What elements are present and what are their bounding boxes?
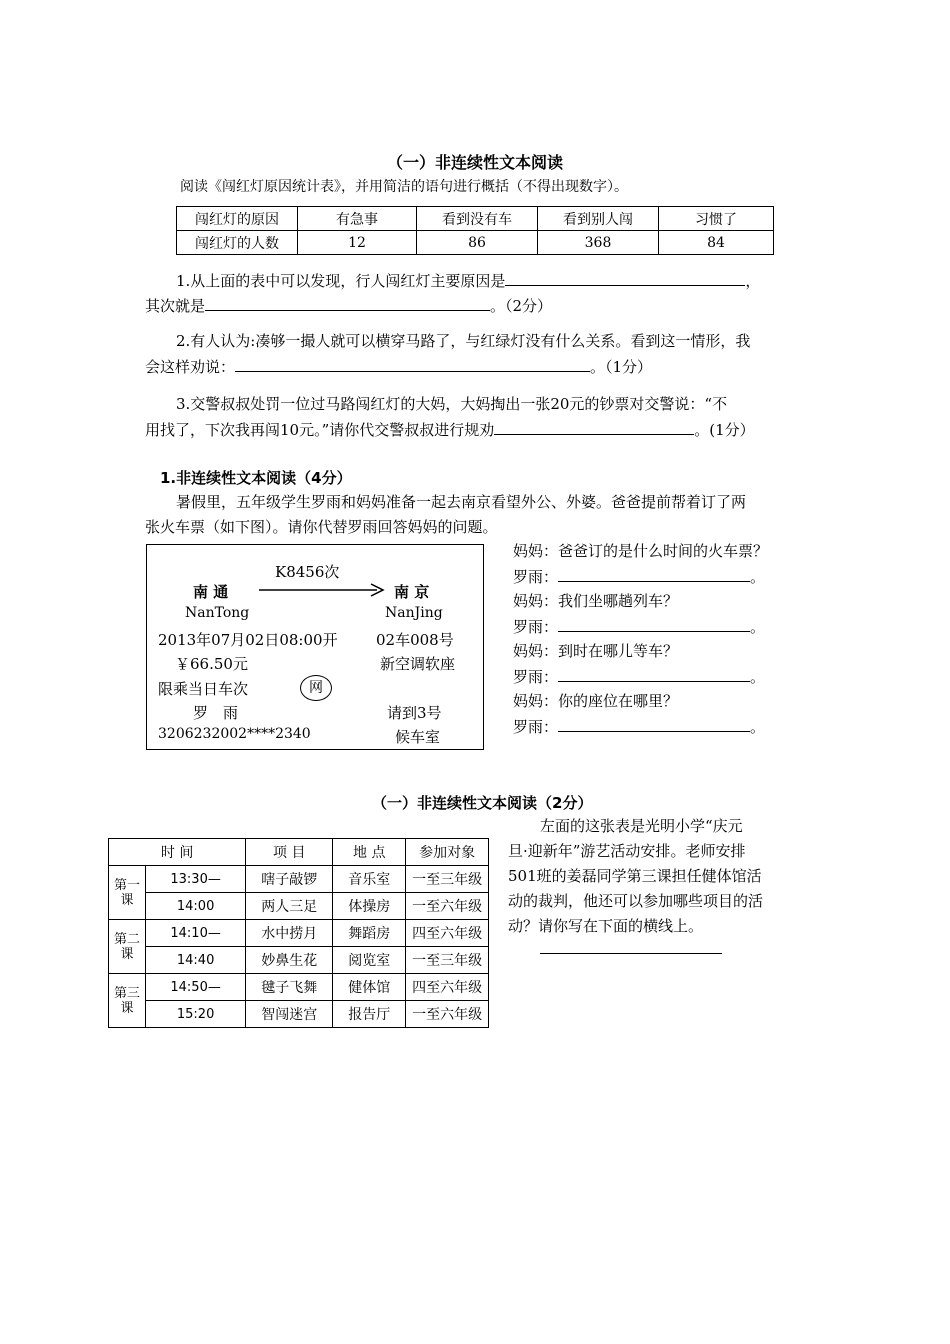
time-end: 14:40 [146, 947, 246, 974]
answer-line [513, 614, 768, 639]
answer-line [513, 714, 768, 739]
section2-paragraph-line1: 暑假里，五年级学生罗雨和妈妈准备一起去南京看望外公、外婆。爸爸提前帮着订了两 [176, 493, 747, 511]
question-3-line2 [145, 417, 755, 443]
answer-punct: 。 [750, 668, 766, 686]
red-light-table [176, 206, 774, 255]
dialogue [513, 539, 768, 739]
section1-title: （一）非连续性文本阅读 [386, 153, 563, 172]
activity-schedule-table [108, 838, 489, 1028]
table-header-cell: 看到没有车 [417, 207, 538, 231]
ticket-limit: 限乘当日车次 [158, 680, 249, 698]
mom-question: 妈妈：你的座位在哪里？ [513, 692, 679, 710]
mom-question: 妈妈：我们坐哪趟列车？ [513, 592, 679, 610]
table-cell: 阅览室 [333, 947, 406, 974]
question-3-score: 。(1分） [694, 421, 755, 439]
table-row [177, 207, 774, 231]
table-cell: 一至三年级 [406, 866, 489, 893]
table-cell: 闯红灯的人数 [177, 231, 298, 255]
table-cell: 舞蹈房 [333, 920, 406, 947]
question-1-line1 [176, 268, 760, 294]
ticket-price: ￥66.50元 [175, 655, 248, 673]
table-cell: 健体馆 [333, 974, 406, 1001]
table-row [109, 947, 489, 974]
time-start: 14:10— [146, 920, 246, 947]
ticket-id-number: 3206232002****2340 [158, 726, 311, 742]
answer-punct: 。 [750, 718, 766, 736]
table-row [109, 920, 489, 947]
ticket-to-pinyin: NanJing [385, 605, 443, 621]
table-header-cell: 参加对象 [406, 839, 489, 866]
table-cell: 报告厅 [333, 1001, 406, 1028]
answer-label: 罗雨： [513, 618, 559, 636]
section3-text [508, 814, 763, 939]
table-cell: 一至三年级 [406, 947, 489, 974]
table-cell: 妙鼻生花 [246, 947, 333, 974]
class-label: 第三课 [109, 974, 146, 1028]
table-cell: 一至六年级 [406, 1001, 489, 1028]
text-line: 左面的这张表是光明小学“庆元 [540, 817, 743, 835]
table-header-cell: 闯红灯的原因 [177, 207, 298, 231]
ticket-to: 南 京 [394, 583, 430, 601]
table-row [109, 839, 489, 866]
text-line: 动？请你写在下面的横线上。 [508, 917, 704, 935]
table-header-cell: 习惯了 [659, 207, 774, 231]
table-row [109, 1001, 489, 1028]
table-cell: 四至六年级 [406, 974, 489, 1001]
answer-blank[interactable] [558, 564, 750, 582]
table-row [109, 974, 489, 1001]
ticket-from: 南 通 [193, 583, 229, 601]
train-ticket [146, 544, 484, 750]
table-header-cell: 时 间 [109, 839, 246, 866]
table-cell: 一至六年级 [406, 893, 489, 920]
answer-punct: 。 [750, 568, 766, 586]
question-1-text: 1.从上面的表中可以发现，行人闯红灯主要原因是 [176, 272, 506, 290]
answer-line [513, 564, 768, 589]
table-cell: 四至六年级 [406, 920, 489, 947]
mom-question: 妈妈：到时在哪儿等车？ [513, 642, 679, 660]
table-header-cell: 有急事 [298, 207, 417, 231]
text-line: 501班的姜磊同学第三课担任健体馆活 [508, 867, 762, 885]
ticket-datetime: 2013年07月02日08:00开 [158, 631, 338, 649]
ticket-from-pinyin: NanTong [185, 605, 250, 621]
section3-title: （一）非连续性文本阅读（2分） [372, 794, 593, 812]
ticket-arrow-icon [259, 583, 391, 597]
ticket-gate: 请到3号 [387, 704, 442, 722]
table-row [177, 231, 774, 255]
question-2-line1: 2.有人认为:凑够一撮人就可以横穿马路了，与红绿灯没有什么关系。看到这一情形，我 [176, 332, 751, 350]
answer-blank[interactable] [505, 268, 745, 286]
time-end: 15:20 [146, 1001, 246, 1028]
time-start: 14:50— [146, 974, 246, 1001]
ticket-waiting-room: 候车室 [395, 728, 441, 746]
answer-blank[interactable] [235, 354, 590, 372]
answer-blank[interactable] [558, 614, 750, 632]
question-2-text: 会这样劝说： [145, 358, 236, 376]
answer-punct: 。 [750, 618, 766, 636]
table-cell: 12 [298, 231, 417, 255]
table-header-cell: 项 目 [246, 839, 333, 866]
answer-label: 罗雨： [513, 718, 559, 736]
table-row [109, 893, 489, 920]
section2-paragraph-line2: 张火车票（如下图）。请你代替罗雨回答妈妈的问题。 [145, 518, 498, 536]
table-cell: 毽子飞舞 [246, 974, 333, 1001]
table-cell: 音乐室 [333, 866, 406, 893]
question-2-score: 。（1分） [590, 358, 653, 376]
ticket-train-number: K8456次 [275, 563, 340, 581]
ticket-passenger-name: 罗 雨 [193, 704, 239, 722]
answer-blank[interactable] [540, 953, 722, 954]
table-cell: 智闯迷宫 [246, 1001, 333, 1028]
table-cell: 368 [538, 231, 659, 255]
ticket-seat: 02车008号 [376, 631, 454, 649]
text-line: 旦·迎新年”游艺活动安排。老师安排 [508, 842, 746, 860]
question-2-line2 [145, 354, 652, 380]
question-1-punct: ， [745, 272, 761, 290]
class-label: 第二课 [109, 920, 146, 974]
question-3-text: 用找了，下次我再闯10元。”请你代交警叔叔进行规劝 [145, 421, 495, 439]
question-1-text: 其次就是 [145, 297, 206, 315]
table-cell: 嗐子敲锣 [246, 866, 333, 893]
table-cell: 两人三足 [246, 893, 333, 920]
table-header-cell: 看到别人闯 [538, 207, 659, 231]
question-1-score: 。（2分） [490, 297, 553, 315]
mom-question: 妈妈：爸爸订的是什么时间的火车票？ [513, 542, 769, 560]
table-cell: 84 [659, 231, 774, 255]
answer-label: 罗雨： [513, 568, 559, 586]
answer-line [513, 664, 768, 689]
table-cell: 体操房 [333, 893, 406, 920]
answer-label: 罗雨： [513, 668, 559, 686]
text-line: 动的裁判，他还可以参加哪些项目的活 [508, 892, 764, 910]
table-cell: 86 [417, 231, 538, 255]
ticket-seat-type: 新空调软座 [380, 655, 456, 673]
table-cell: 水中捞月 [246, 920, 333, 947]
table-row [109, 866, 489, 893]
time-end: 14:00 [146, 893, 246, 920]
ticket-online-stamp: 网 [300, 675, 332, 701]
answer-blank[interactable] [558, 714, 750, 732]
class-label: 第一课 [109, 866, 146, 920]
question-3-line1: 3.交警叔叔处罚一位过马路闯红灯的大妈，大妈掏出一张20元的钞票对交警说：“不 [176, 395, 728, 413]
time-start: 13:30— [146, 866, 246, 893]
section2-title: 1.非连续性文本阅读（4分） [160, 469, 352, 487]
answer-blank[interactable] [205, 293, 490, 311]
answer-blank[interactable] [494, 417, 694, 435]
answer-blank[interactable] [558, 664, 750, 682]
question-1-line2 [145, 293, 552, 319]
section1-intro: 阅读《闯红灯原因统计表》，并用简洁的语句进行概括（不得出现数字）。 [180, 179, 628, 195]
table-header-cell: 地 点 [333, 839, 406, 866]
